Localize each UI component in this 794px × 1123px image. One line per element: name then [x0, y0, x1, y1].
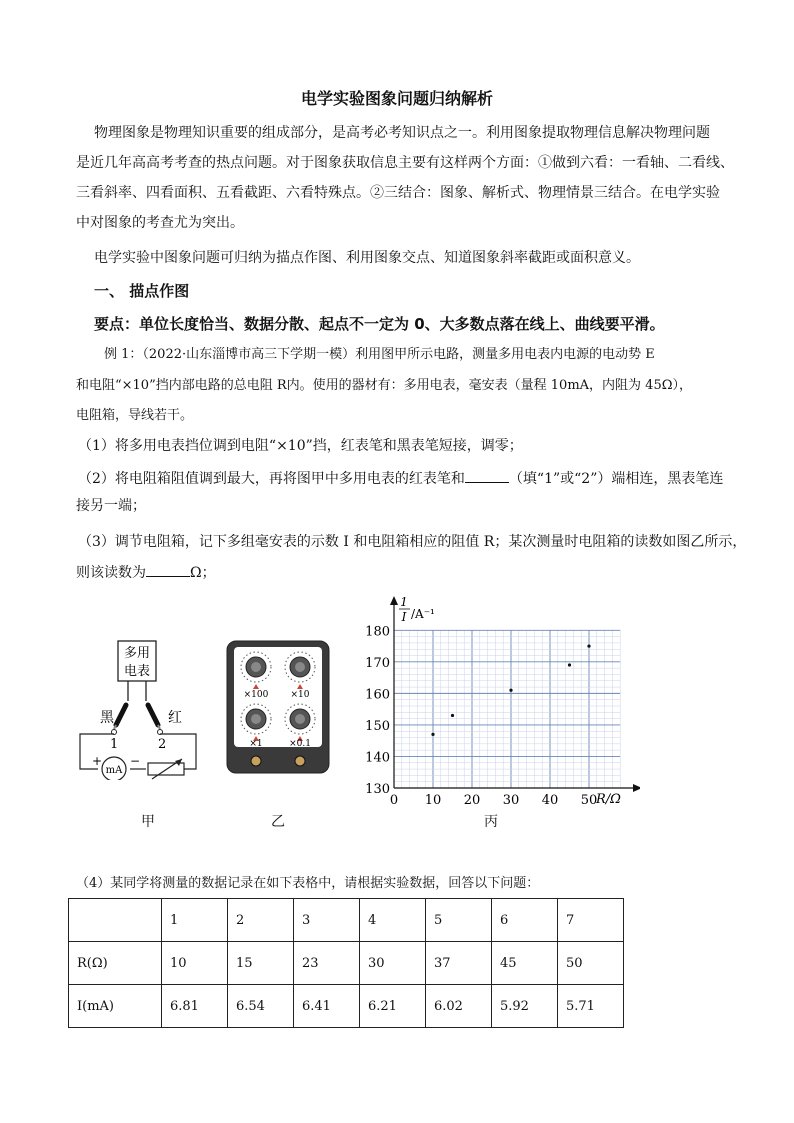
table-cell: 6.02: [426, 985, 492, 1028]
x-axis-label: R/Ω: [596, 792, 621, 807]
table-cell: 45: [492, 942, 558, 985]
table-row: [69, 985, 624, 1028]
table-cell: 2: [228, 899, 294, 942]
x-tick-label: 30: [502, 793, 520, 808]
table-cell: 30: [360, 942, 426, 985]
question-3: （3）调节电阻箱，记下多组毫安表的示数 I 和电阻箱相应的阻值 R；某次测量时电阻箱的读数如图乙所示，: [78, 534, 747, 550]
x-tick-label: 50: [580, 793, 598, 808]
plus-sign: +: [92, 754, 103, 768]
black-probe: [114, 705, 126, 729]
example-line-2: 和电阻“×10”挡内部电路的总电阻 R内。使用的器材有：多用电表，毫安表（量程 10mA，内阻为 45Ω），: [76, 378, 692, 393]
terminal-1: 1: [110, 737, 119, 752]
table-row: [69, 942, 624, 985]
y-tick-label: 170: [365, 655, 390, 671]
intro-line-4: 中对图象的考查尤为突出。: [76, 215, 244, 231]
y-tick-label: 180: [365, 624, 390, 640]
knob-label-x100: ×100: [243, 690, 269, 700]
minus-sign: −: [130, 754, 141, 768]
red-label: 红: [168, 710, 182, 726]
y-tick-label: 160: [365, 687, 390, 703]
y-tick-label: 140: [365, 750, 390, 766]
question-4: （4）某同学将测量的数据记录在如下表格中，请根据实验数据，回答以下问题：: [76, 876, 540, 891]
y-axis-arrow: [390, 596, 398, 605]
question-2-text-a: （2）将电阻箱阻值调到最大，再将图甲中多用电表的红表笔和: [78, 471, 465, 487]
question-2-text-b: （填“1”或“2”）端相连，黑表笔连: [508, 471, 724, 487]
knob-label-x0-1: ×0.1: [289, 739, 311, 749]
table-cell: 23: [294, 942, 360, 985]
table-cell: 37: [426, 942, 492, 985]
intro-line-3: 三看斜率、四看面积、五看截距、六看特殊点。②三结合：图象、解析式、物理情景三结合。在电学实验: [76, 185, 720, 201]
x-tick-label: 20: [463, 793, 481, 808]
table-cell: R(Ω): [69, 942, 162, 985]
multimeter-label-1: 多用: [123, 646, 151, 661]
page-title: 电学实验图象问题归纳解析: [300, 89, 493, 108]
y-axis-label-numerator: 1: [400, 595, 408, 609]
data-point: [451, 714, 454, 717]
table-cell: 6.81: [162, 985, 228, 1028]
table-cell: 4: [360, 899, 426, 942]
x-tick-label: 40: [541, 793, 559, 808]
plot-area: [394, 630, 620, 788]
example-line-1: 例 1：（2022·山东淄博市高三下学期一模）利用图甲所示电路，测量多用电表内电源的电动势 E: [104, 347, 655, 362]
red-probe: [148, 705, 160, 729]
question-3-text-c: Ω；: [190, 565, 216, 581]
y-axis-label-denominator: I: [401, 610, 407, 624]
circuit-figure: [70, 635, 210, 780]
table-cell: I(mA): [69, 985, 162, 1028]
table-cell: 3: [294, 899, 360, 942]
x-tick-label: 10: [424, 793, 442, 808]
data-point: [587, 644, 590, 647]
terminal-2: 2: [158, 737, 167, 752]
section-heading: 一、 描点作图: [94, 282, 190, 300]
table-header-row: [69, 899, 624, 942]
y-tick-label: 150: [365, 718, 390, 734]
question-1: （1）将多用电表挡位调到电阻“×10”挡，红表笔和黑表笔短接，调零；: [78, 438, 523, 454]
data-table: [68, 898, 624, 1028]
table-cell: 6.21: [360, 985, 426, 1028]
x-tick-label: 0: [389, 793, 399, 808]
black-label: 黑: [100, 710, 114, 726]
terminal-left: [251, 756, 261, 766]
knob-label-x10: ×10: [290, 690, 310, 700]
answer-blank-3[interactable]: [146, 562, 190, 577]
data-point: [431, 733, 434, 736]
question-3-cont: [76, 562, 726, 583]
table-cell: 7: [558, 899, 624, 942]
table-cell: 5: [426, 899, 492, 942]
data-point: [509, 689, 512, 692]
milliammeter-label: mA: [105, 765, 123, 776]
intro-line-1: 物理图象是物理知识重要的组成部分，是高考必考知识点之一。利用图象提取物理信息解决物理问题: [94, 125, 710, 141]
table-cell: [69, 899, 162, 942]
table-cell: 15: [228, 942, 294, 985]
table-cell: 6.54: [228, 985, 294, 1028]
table-cell: 10: [162, 942, 228, 985]
y-axis-label-unit: /A⁻¹: [411, 607, 435, 621]
table-cell: 1: [162, 899, 228, 942]
x-axis-arrow: [633, 784, 640, 792]
table-cell: 6.41: [294, 985, 360, 1028]
table-cell: 50: [558, 942, 624, 985]
question-2-cont: 接另一端；: [76, 498, 146, 514]
question-3-text-b: 则该读数为: [76, 565, 146, 581]
example-line-3: 电阻箱，导线若干。: [76, 408, 194, 423]
resistance-box-figure: [226, 640, 330, 774]
table-cell: 5.71: [558, 985, 624, 1028]
caption-bing: 丙: [484, 814, 498, 830]
caption-yi: 乙: [271, 814, 285, 830]
data-point: [568, 663, 571, 666]
y-tick-label: 130: [365, 782, 390, 797]
keypoint: 要点：单位长度恰当、数据分散、起点不一定为 0、大多数点落在线上、曲线要平滑。: [94, 315, 665, 333]
knob-label-x1: ×1: [249, 739, 263, 749]
table-cell: 6: [492, 899, 558, 942]
caption-jia: 甲: [141, 814, 155, 830]
table-cell: 5.92: [492, 985, 558, 1028]
intro-line-2: 是近几年高高考考查的热点问题。对于图象获取信息主要有这样两个方面：①做到六看：一看轴、二看线、: [76, 155, 734, 171]
answer-blank-2[interactable]: [465, 468, 509, 483]
terminal-right: [295, 756, 305, 766]
paragraph-2: 电学实验中图象问题可归纳为描点作图、利用图象交点、知道图象斜率截距或面积意义。: [94, 250, 640, 266]
question-2: [78, 468, 728, 489]
multimeter-label-2: 电表: [123, 664, 151, 679]
scatter-chart: [360, 592, 640, 812]
